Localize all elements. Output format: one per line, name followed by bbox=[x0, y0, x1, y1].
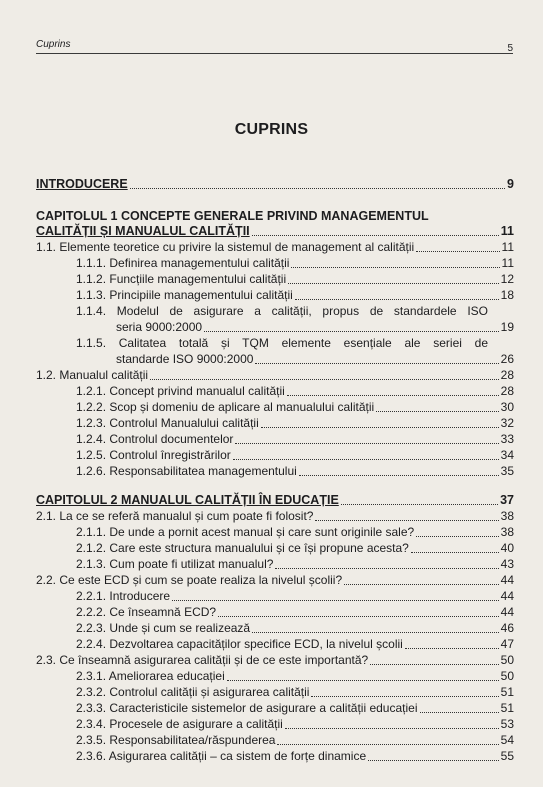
toc-entry-page: 38 bbox=[500, 509, 514, 523]
toc-entry-page: 33 bbox=[500, 432, 514, 446]
toc-entry-label: 2.1.1. De unde a pornit acest manual și care sunt originile sale? bbox=[76, 525, 415, 539]
toc-entry-page: 54 bbox=[500, 733, 514, 747]
toc-entry-label: 1.2. Manualul calității bbox=[36, 368, 149, 382]
chapter1-title-line2: CALITĂȚII ȘI MANUALUL CALITĂȚII bbox=[36, 224, 250, 238]
toc-entry[interactable] bbox=[76, 734, 514, 747]
toc-entry[interactable] bbox=[76, 385, 514, 398]
toc-entry[interactable] bbox=[76, 417, 514, 430]
dot-leader bbox=[287, 395, 499, 396]
toc-entry-page: 46 bbox=[500, 621, 514, 635]
running-header bbox=[36, 37, 513, 54]
toc-entry-page: 55 bbox=[500, 749, 514, 763]
dot-leader bbox=[411, 552, 499, 553]
toc-entry-label-line1: 1.1.4. Modelul de asigurare a calității, propus de standardele ISO bbox=[76, 304, 488, 318]
dot-leader bbox=[405, 648, 499, 649]
toc-entry-label: 1.1.1. Definirea managementului calității bbox=[76, 256, 290, 270]
toc-entry[interactable] bbox=[76, 686, 514, 699]
toc-entry-page: 11 bbox=[500, 224, 514, 238]
dot-leader bbox=[235, 443, 498, 444]
toc-entry-label: 1.1. Elemente teoretice cu privire la sistemul de management al calității bbox=[36, 240, 415, 254]
toc-entry-page: 44 bbox=[500, 589, 514, 603]
toc-entry-page: 44 bbox=[500, 573, 514, 587]
dot-leader bbox=[368, 760, 498, 761]
toc-entry-page: 47 bbox=[500, 637, 514, 651]
toc-entry-label: 1.2.5. Controlul înregistrărilor bbox=[76, 448, 231, 462]
dot-leader bbox=[255, 363, 498, 364]
page-number: 5 bbox=[507, 43, 513, 54]
toc-entry[interactable] bbox=[76, 401, 514, 414]
toc-entry-page: 28 bbox=[500, 384, 514, 398]
toc-entry[interactable] bbox=[76, 702, 514, 715]
dot-leader bbox=[344, 584, 499, 585]
toc-entry-page: 51 bbox=[500, 701, 514, 715]
toc-entry-page: 18 bbox=[500, 288, 514, 302]
toc-entry-page: 9 bbox=[507, 177, 514, 191]
toc-entry[interactable] bbox=[116, 321, 514, 334]
toc-entry[interactable] bbox=[36, 369, 514, 382]
toc-entry[interactable] bbox=[76, 558, 514, 571]
toc-entry-label-line1: 1.1.5. Calitatea totală și TQM elemente esențiale ale seriei de bbox=[76, 336, 488, 350]
toc-entry-label: 1.2.1. Concept privind manualul calității bbox=[76, 384, 285, 398]
toc-entry-page: 30 bbox=[500, 400, 514, 414]
toc-entry-chapter1[interactable] bbox=[36, 225, 514, 238]
toc-entry-label: 2.1.2. Care este structura manualului și ce își propune acesta? bbox=[76, 541, 409, 555]
chapter1-title-line1: CAPITOLUL 1 CONCEPTE GENERALE PRIVIND MANAGEMENTUL bbox=[36, 209, 429, 223]
toc-entry-label: 2.1. La ce se referă manualul și cum poate fi folosit? bbox=[36, 509, 314, 523]
toc-entry[interactable] bbox=[36, 241, 514, 254]
toc-entry-page: 50 bbox=[500, 653, 514, 667]
toc-entry-page: 19 bbox=[500, 320, 514, 334]
dot-leader bbox=[252, 632, 499, 633]
toc-entry-label: 2.3. Ce înseamnă asigurarea calității și de ce este importantă? bbox=[36, 653, 369, 667]
running-header-title: Cuprins bbox=[36, 39, 71, 50]
dot-leader bbox=[227, 680, 499, 681]
toc-entry-label: 2.3.1. Ameliorarea educației bbox=[76, 669, 225, 683]
toc-entry-chapter2[interactable] bbox=[36, 494, 514, 507]
toc-entry-page: 26 bbox=[500, 352, 514, 366]
dot-leader bbox=[233, 459, 499, 460]
toc-entry-label: 1.2.2. Scop și domeniu de aplicare al manualului calității bbox=[76, 400, 375, 414]
toc-entry[interactable] bbox=[76, 622, 514, 635]
toc-entry-label: 2.3.5. Responsabilitatea/răspunderea bbox=[76, 733, 276, 747]
toc-entry[interactable] bbox=[76, 449, 514, 462]
toc-entry[interactable] bbox=[36, 574, 514, 587]
dot-leader bbox=[130, 188, 505, 189]
toc-entry[interactable] bbox=[76, 590, 514, 603]
toc-entry-page: 44 bbox=[500, 605, 514, 619]
toc-entry[interactable] bbox=[76, 606, 514, 619]
toc-entry-page: 11 bbox=[501, 240, 514, 254]
toc-entry-page: 32 bbox=[500, 416, 514, 430]
toc-entry-label: 2.3.2. Controlul calității și asigurarea calității bbox=[76, 685, 310, 699]
toc-entry-label: seria 9000:2000 bbox=[116, 320, 203, 334]
toc-entry[interactable] bbox=[76, 289, 514, 302]
toc-entry-label: standarde ISO 9000:2000 bbox=[116, 352, 254, 366]
dot-leader bbox=[150, 379, 499, 380]
dot-leader bbox=[420, 712, 499, 713]
dot-leader bbox=[311, 696, 498, 697]
toc-entry[interactable] bbox=[76, 750, 514, 763]
dot-leader bbox=[204, 331, 499, 332]
toc-entry[interactable] bbox=[76, 718, 514, 731]
toc-entry-page: 40 bbox=[500, 541, 514, 555]
toc-entry-label: 2.3.6. Asigurarea calității – ca sistem de forțe dinamice bbox=[76, 749, 367, 763]
toc-entry-label: 2.3.3. Caracteristicile sistemelor de asigurare a calității educației bbox=[76, 701, 418, 715]
dot-leader bbox=[299, 475, 499, 476]
toc-entry-label: INTRODUCERE bbox=[36, 177, 128, 191]
dot-leader bbox=[416, 251, 499, 252]
toc-entry[interactable] bbox=[76, 433, 514, 446]
toc-entry[interactable] bbox=[76, 638, 514, 651]
toc-entry-label: 2.2. Ce este ECD și cum se poate realiza la nivelul școlii? bbox=[36, 573, 343, 587]
toc-entry-page: 53 bbox=[500, 717, 514, 731]
toc-entry-label: 1.2.3. Controlul Manualului calității bbox=[76, 416, 259, 430]
toc-entry-page: 34 bbox=[500, 448, 514, 462]
toc-entry-label: 1.2.6. Responsabilitatea managementului bbox=[76, 464, 297, 478]
toc-entry-label: 2.3.4. Procesele de asigurare a calității bbox=[76, 717, 283, 731]
toc-entry-page: 11 bbox=[501, 256, 514, 270]
toc-entry-label: 1.1.3. Principiile managementului calității bbox=[76, 288, 293, 302]
dot-leader bbox=[172, 600, 499, 601]
toc-entry-introduction[interactable] bbox=[36, 178, 514, 191]
dot-leader bbox=[291, 267, 499, 268]
dot-leader bbox=[218, 616, 499, 617]
dot-leader bbox=[277, 744, 498, 745]
toc-entry-label: 2.2.2. Ce înseamnă ECD? bbox=[76, 605, 217, 619]
toc-entry[interactable] bbox=[76, 542, 514, 555]
toc-entry[interactable] bbox=[36, 654, 514, 667]
toc-entry[interactable] bbox=[76, 465, 514, 478]
toc-entry-page: 35 bbox=[500, 464, 514, 478]
toc-entry-label: 2.2.4. Dezvoltarea capacităților specifice ECD, la nivelul școlii bbox=[76, 637, 403, 651]
toc-entry-label: 1.2.4. Controlul documentelor bbox=[76, 432, 234, 446]
chapter2-title: CAPITOLUL 2 MANUALUL CALITĂȚII ÎN EDUCAȚIE bbox=[36, 493, 339, 507]
toc-entry-page: 12 bbox=[500, 272, 514, 286]
toc-entry[interactable] bbox=[76, 526, 514, 539]
dot-leader bbox=[370, 664, 498, 665]
dot-leader bbox=[295, 299, 499, 300]
toc-entry-label: 2.2.1. Introducere bbox=[76, 589, 171, 603]
dot-leader bbox=[261, 427, 499, 428]
page-title: CUPRINS bbox=[234, 121, 309, 138]
dot-leader bbox=[315, 520, 498, 521]
toc-entry[interactable] bbox=[116, 353, 514, 366]
toc-entry-page: 43 bbox=[500, 557, 514, 571]
dot-leader bbox=[376, 411, 498, 412]
toc-entry-page: 38 bbox=[500, 525, 514, 539]
toc-entry-label: 2.2.3. Unde și cum se realizează bbox=[76, 621, 251, 635]
toc-entry-label: 1.1.2. Funcțiile managementului calității bbox=[76, 272, 287, 286]
toc-entry[interactable] bbox=[76, 670, 514, 683]
dot-leader bbox=[288, 283, 499, 284]
dot-leader bbox=[275, 568, 498, 569]
toc-entry-label: 2.1.3. Cum poate fi utilizat manualul? bbox=[76, 557, 274, 571]
dot-leader bbox=[416, 536, 498, 537]
toc-entry-page: 50 bbox=[500, 669, 514, 683]
toc-entry-page: 28 bbox=[500, 368, 514, 382]
toc-entry[interactable] bbox=[76, 273, 514, 286]
dot-leader bbox=[285, 728, 499, 729]
toc-entry-page: 51 bbox=[500, 685, 514, 699]
dot-leader bbox=[252, 235, 499, 236]
toc-entry[interactable] bbox=[36, 510, 514, 523]
toc-entry-page: 37 bbox=[500, 493, 514, 507]
dot-leader bbox=[341, 504, 498, 505]
toc-entry[interactable] bbox=[76, 257, 514, 270]
